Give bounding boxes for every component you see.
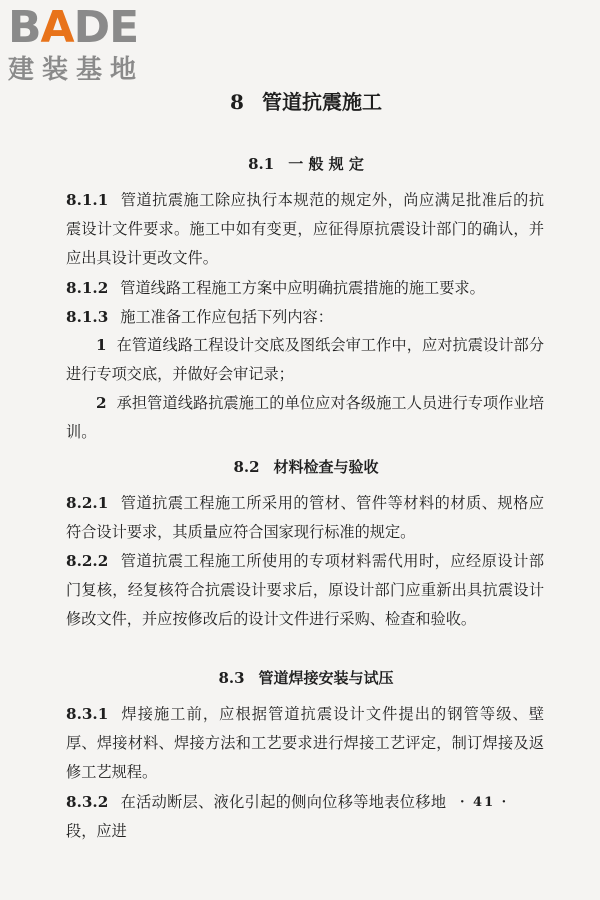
section-title: 一 般 规 定 bbox=[288, 155, 364, 173]
clause-number: 8.1.1 bbox=[66, 191, 109, 209]
clause-text: 管道抗震工程施工所使用的专项材料需代用时，应经原设计部门复核，经复核符合抗震设计要求后，原设计部门应重新出具抗震设计修改文件，并应按修改后的设计文件进行采购、检查和验收。 bbox=[66, 552, 544, 628]
item-number: 2 bbox=[96, 394, 107, 412]
clause-8-1-2 bbox=[66, 274, 544, 303]
section-title: 材料检查与验收 bbox=[273, 458, 379, 476]
clause-8-1-1 bbox=[66, 186, 544, 273]
chapter-number: 8 bbox=[230, 90, 244, 114]
list-item-2 bbox=[66, 389, 544, 447]
logo-letter-b: B bbox=[8, 2, 41, 53]
section-heading-8-1 bbox=[66, 153, 546, 174]
clause-number: 8.1.3 bbox=[66, 308, 109, 326]
clause-text: 施工准备工作应包括下列内容： bbox=[120, 308, 333, 326]
section-number: 8.1 bbox=[248, 155, 275, 173]
item-text: 承担管道线路抗震施工的单位应对各级施工人员进行专项作业培训。 bbox=[66, 394, 544, 441]
clause-8-3-1 bbox=[66, 700, 544, 787]
clause-number: 8.3.2 bbox=[66, 793, 109, 811]
logo-letter-d: D bbox=[73, 2, 110, 53]
bade-logo bbox=[8, 2, 178, 85]
section-heading-8-2 bbox=[66, 456, 546, 477]
clause-text: 管道抗震工程施工所采用的管材、管件等材料的材质、规格应符合设计要求，其质量应符合国家现行标准的规定。 bbox=[66, 494, 544, 541]
clause-number: 8.2.2 bbox=[66, 552, 109, 570]
section-number: 8.2 bbox=[233, 458, 260, 476]
section-number: 8.3 bbox=[218, 669, 245, 687]
clause-text: 焊接施工前，应根据管道抗震设计文件提出的钢管等级、壁厚、焊接材料、焊接方法和工艺要求进行焊接工艺评定，制订焊接及返修工艺规程。 bbox=[66, 705, 544, 781]
page-number: · 41 · bbox=[460, 795, 509, 810]
clause-text: 管道线路工程施工方案中应明确抗震措施的施工要求。 bbox=[120, 279, 485, 297]
logo-chinese-text: 建装基地 bbox=[8, 55, 145, 85]
clause-8-1-3 bbox=[66, 303, 544, 332]
clause-8-2-1 bbox=[66, 489, 544, 547]
logo-letter-a: A bbox=[40, 2, 74, 53]
clause-text: 在活动断层、液化引起的侧向位移等地表位移地段，应进 bbox=[66, 793, 446, 840]
list-item-1 bbox=[66, 331, 544, 389]
logo-mark bbox=[8, 2, 178, 53]
clause-number: 8.3.1 bbox=[66, 705, 109, 723]
section-title: 管道焊接安装与试压 bbox=[258, 669, 394, 687]
clause-text: 管道抗震施工除应执行本规范的规定外，尚应满足批准后的抗震设计文件要求。施工中如有变更，应征得原抗震设计部门的确认，并应出具设计更改文件。 bbox=[66, 191, 544, 267]
clause-number: 8.2.1 bbox=[66, 494, 109, 512]
clause-8-3-2 bbox=[66, 788, 446, 846]
section-heading-8-3 bbox=[66, 667, 546, 688]
logo-letter-e: E bbox=[109, 2, 139, 53]
chapter-title: 管道抗震施工 bbox=[261, 90, 382, 114]
clause-number: 8.1.2 bbox=[66, 279, 109, 297]
clause-8-2-2 bbox=[66, 547, 544, 634]
chapter-heading bbox=[66, 86, 546, 115]
item-text: 在管道线路工程设计交底及图纸会审工作中，应对抗震设计部分进行专项交底，并做好会审记录； bbox=[66, 336, 544, 383]
item-number: 1 bbox=[96, 336, 107, 354]
